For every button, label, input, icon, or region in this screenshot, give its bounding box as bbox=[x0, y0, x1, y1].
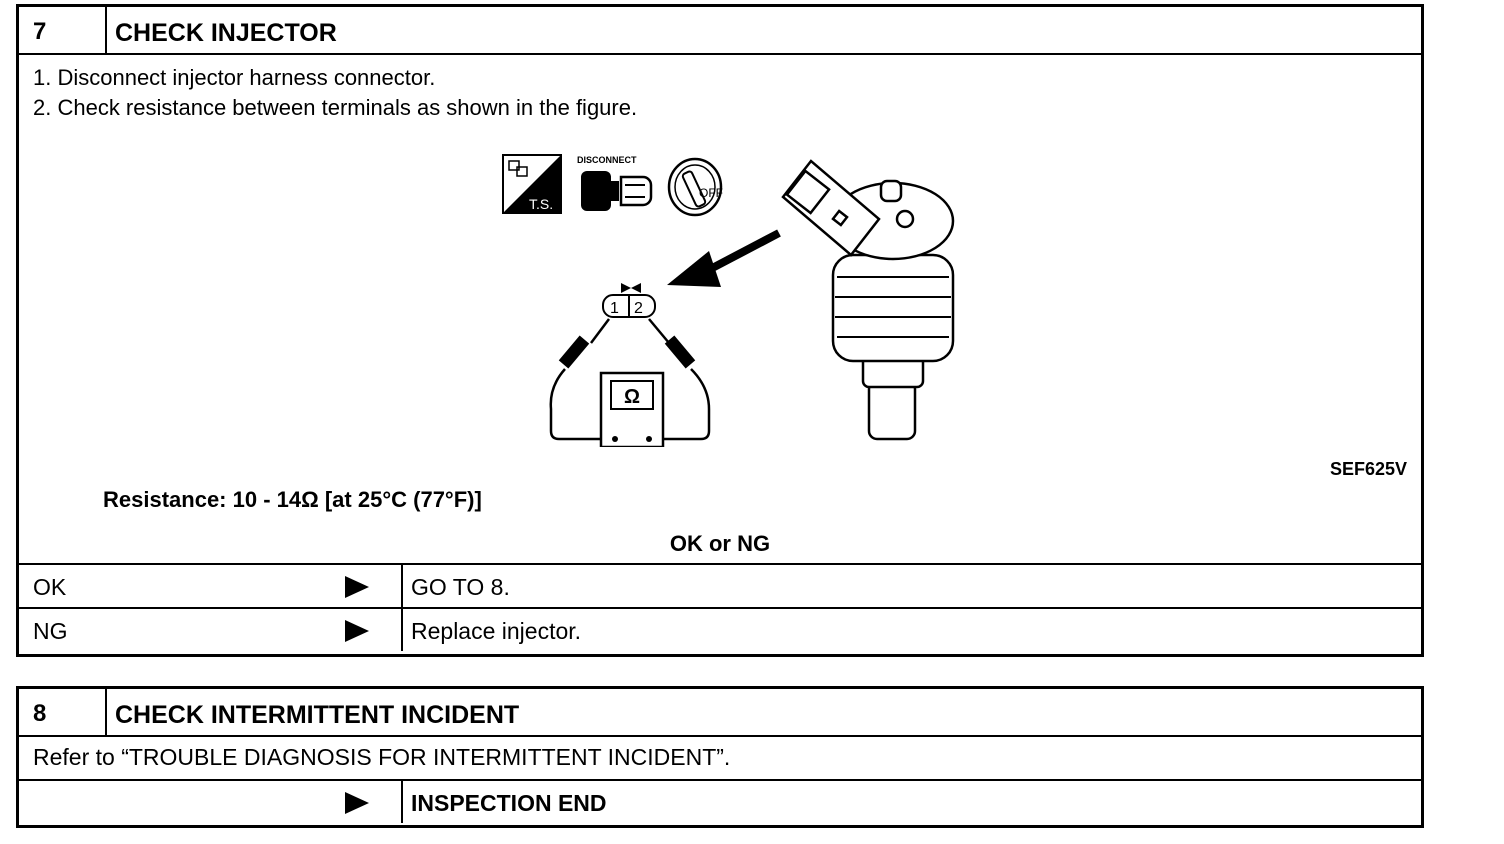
step-8-instruction-row bbox=[19, 735, 1421, 779]
result-label: NG bbox=[33, 618, 68, 644]
arrow-right-icon bbox=[345, 792, 369, 814]
column-divider bbox=[401, 781, 403, 823]
instruction-text: Refer to “TROUBLE DIAGNOSIS FOR INTERMITTENT INCIDENT”. bbox=[33, 744, 731, 770]
result-row-end bbox=[19, 779, 1421, 823]
column-divider bbox=[401, 609, 403, 651]
injector-resistance-figure bbox=[499, 147, 959, 447]
figure-id: SEF625V bbox=[1329, 459, 1407, 479]
terminal-2: 2 bbox=[634, 300, 643, 317]
result-action: Replace injector. bbox=[411, 618, 582, 644]
arrow-right-icon bbox=[345, 620, 369, 642]
svg-text:OFF: OFF bbox=[699, 186, 723, 200]
ohmmeter bbox=[601, 373, 663, 447]
result-action: INSPECTION END bbox=[411, 790, 607, 816]
disconnect-icon bbox=[577, 155, 651, 211]
svg-text:T.S.: T.S. bbox=[529, 196, 554, 212]
result-row-ng bbox=[19, 607, 1421, 651]
injector-illustration bbox=[783, 161, 953, 439]
step-number: 7 bbox=[19, 7, 107, 53]
arrow-right-icon bbox=[345, 576, 369, 598]
instruction-2: 2. Check resistance between terminals as shown in the figure. bbox=[33, 95, 638, 120]
step-title: CHECK INTERMITTENT INCIDENT bbox=[115, 701, 520, 729]
terminal-1: 1 bbox=[610, 300, 619, 317]
result-action: GO TO 8. bbox=[411, 574, 510, 600]
step-8-header bbox=[19, 689, 1421, 737]
harness-connector bbox=[603, 283, 655, 317]
ohm-symbol: Ω bbox=[623, 386, 641, 408]
judgement-label: OK or NG bbox=[669, 531, 771, 556]
step-8-panel bbox=[16, 686, 1424, 828]
instruction-1: 1. Disconnect injector harness connector. bbox=[33, 65, 436, 90]
step-7-panel bbox=[16, 4, 1424, 657]
step-7-header bbox=[19, 7, 1421, 55]
pointer-arrow bbox=[667, 233, 779, 287]
ts-icon bbox=[503, 155, 561, 213]
result-label: OK bbox=[33, 574, 67, 600]
svg-text:DISCONNECT: DISCONNECT bbox=[577, 155, 637, 165]
ignition-off-icon bbox=[669, 159, 723, 215]
step-title: CHECK INJECTOR bbox=[115, 19, 337, 47]
step-number: 8 bbox=[19, 689, 107, 735]
result-row-ok bbox=[19, 563, 1421, 607]
resistance-spec: Resistance: 10 - 14Ω [at 25°C (77°F)] bbox=[103, 487, 482, 512]
column-divider bbox=[401, 565, 403, 607]
